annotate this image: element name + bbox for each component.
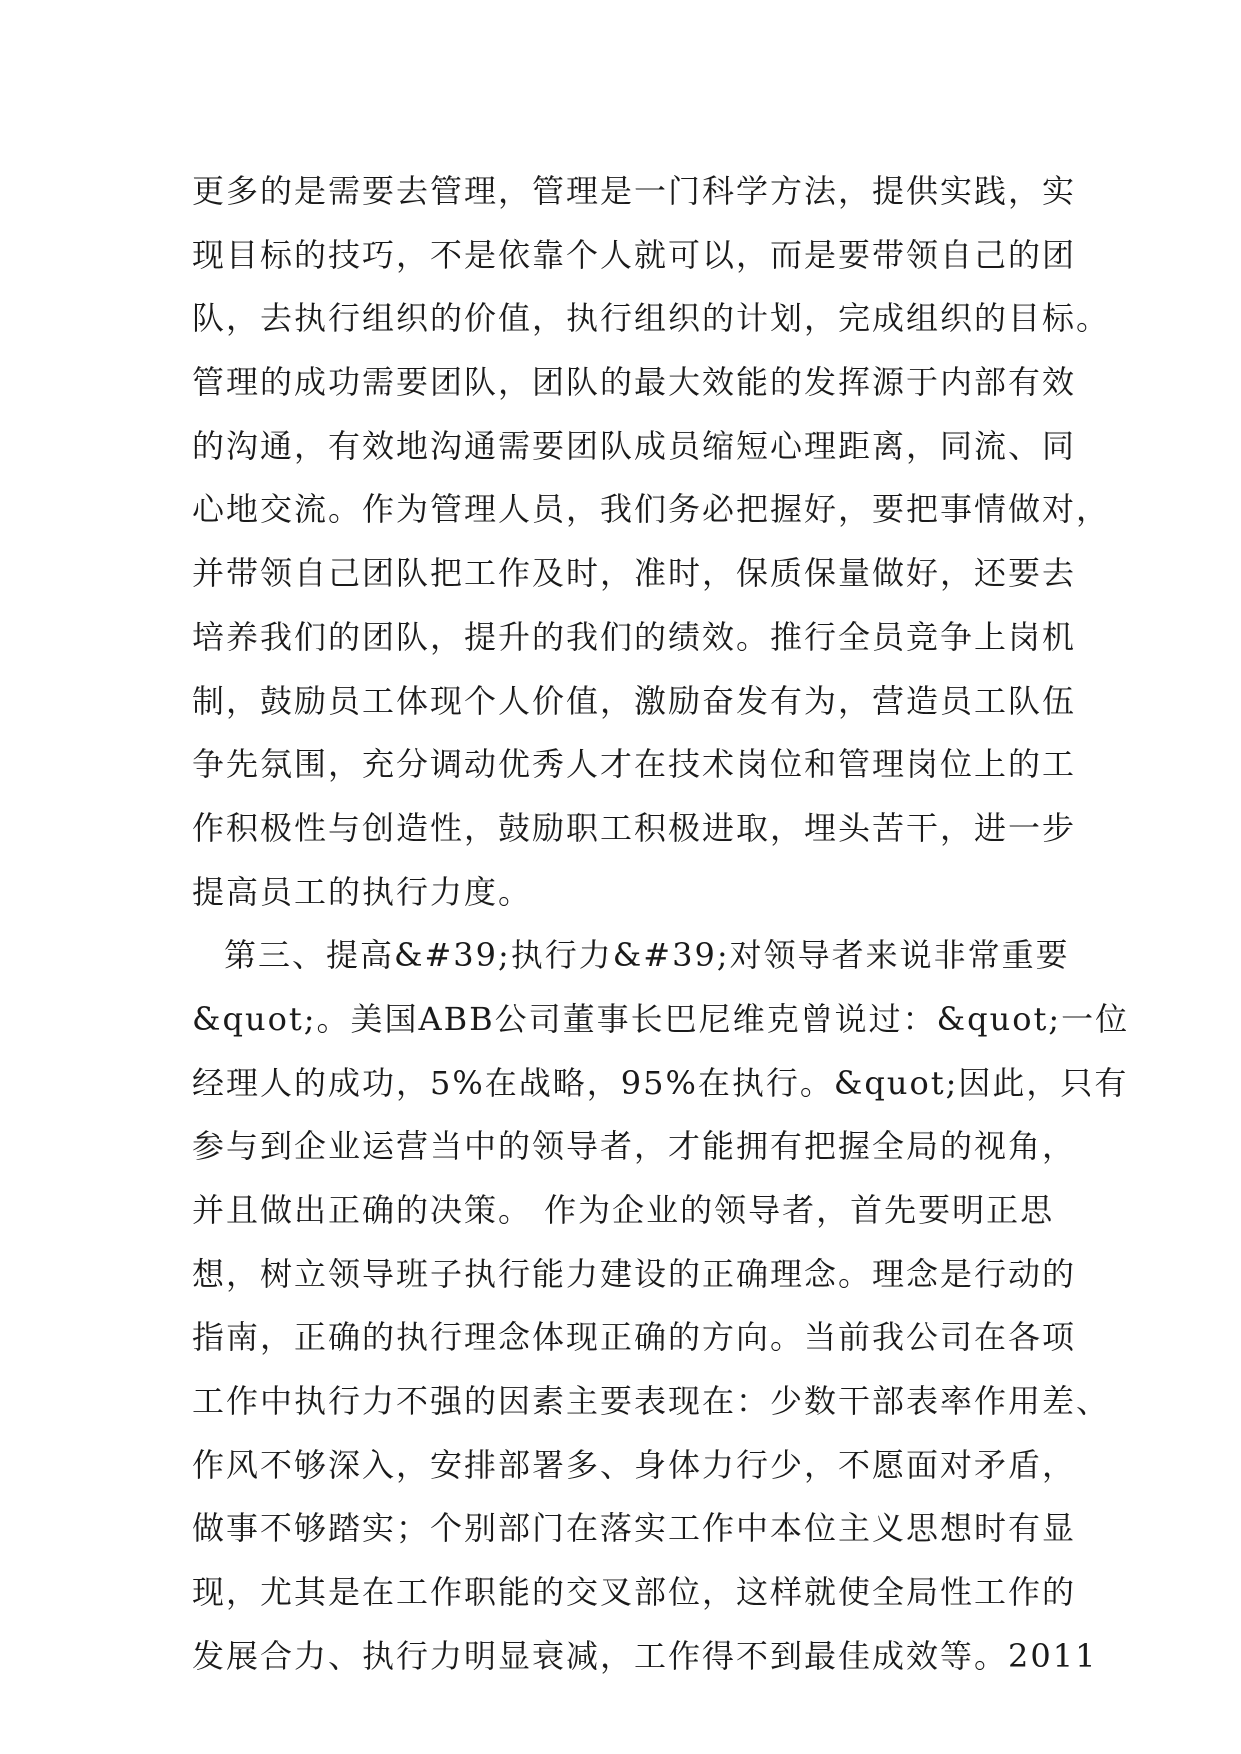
text-line: 经理人的成功，5%在战略，95%在执行。&quot;因此，只有 xyxy=(192,1063,1129,1102)
body-text xyxy=(192,160,1130,1689)
paragraph-1 xyxy=(192,160,1111,924)
text-line: 队，去执行组织的价值，执行组织的计划，完成组织的目标。 xyxy=(192,299,1111,338)
text-line: 现，尤其是在工作职能的交叉部位，这样就使全局性工作的 xyxy=(192,1573,1077,1612)
text-line: 作积极性与创造性，鼓励职工积极进取，埋头苦干，进一步 xyxy=(192,808,1077,847)
text-line: &quot;。美国ABB公司董事长巴尼维克曾说过：&quot;一位 xyxy=(192,999,1130,1038)
paragraph-2 xyxy=(192,924,1130,1688)
text-line: 争先氛围，充分调动优秀人才在技术岗位和管理岗位上的工 xyxy=(192,745,1077,784)
text-line: 发展合力、执行力明显衰减，工作得不到最佳成效等。2011 xyxy=(192,1636,1098,1675)
text-line: 的沟通，有效地沟通需要团队成员缩短心理距离，同流、同 xyxy=(192,426,1077,465)
text-line: 提高员工的执行力度。 xyxy=(192,872,533,911)
text-line: 参与到企业运营当中的领导者，才能拥有把握全局的视角， xyxy=(192,1127,1077,1166)
text-line: 培养我们的团队，提升的我们的绩效。推行全员竞争上岗机 xyxy=(192,617,1077,656)
text-line: 第三、提高&#39;执行力&#39;对领导者来说非常重要 xyxy=(224,936,1070,975)
text-line: 并且做出正确的决策。 作为企业的领导者，首先要明正思 xyxy=(192,1191,1055,1229)
text-line: 作风不够深入，安排部署多、身体力行少，不愿面对矛盾， xyxy=(192,1445,1077,1484)
text-line: 管理的成功需要团队，团队的最大效能的发挥源于内部有效 xyxy=(192,363,1077,402)
text-line: 更多的是需要去管理，管理是一门科学方法，提供实践，实 xyxy=(192,172,1077,210)
text-line: 并带领自己团队把工作及时，准时，保质保量做好，还要去 xyxy=(192,554,1077,593)
text-line: 想，树立领导班子执行能力建设的正确理念。理念是行动的 xyxy=(192,1254,1077,1293)
text-line: 工作中执行力不强的因素主要表现在：少数干部表率作用差、 xyxy=(192,1382,1111,1421)
text-line: 制，鼓励员工体现个人价值，激励奋发有为，营造员工队伍 xyxy=(192,681,1077,720)
text-line: 现目标的技巧，不是依靠个人就可以，而是要带领自己的团 xyxy=(192,235,1077,274)
text-line: 做事不够踏实；个别部门在落实工作中本位主义思想时有显 xyxy=(192,1509,1077,1548)
text-line: 心地交流。作为管理人员，我们务必把握好，要把事情做对， xyxy=(192,490,1111,529)
text-line: 指南，正确的执行理念体现正确的方向。当前我公司在各项 xyxy=(192,1318,1077,1357)
